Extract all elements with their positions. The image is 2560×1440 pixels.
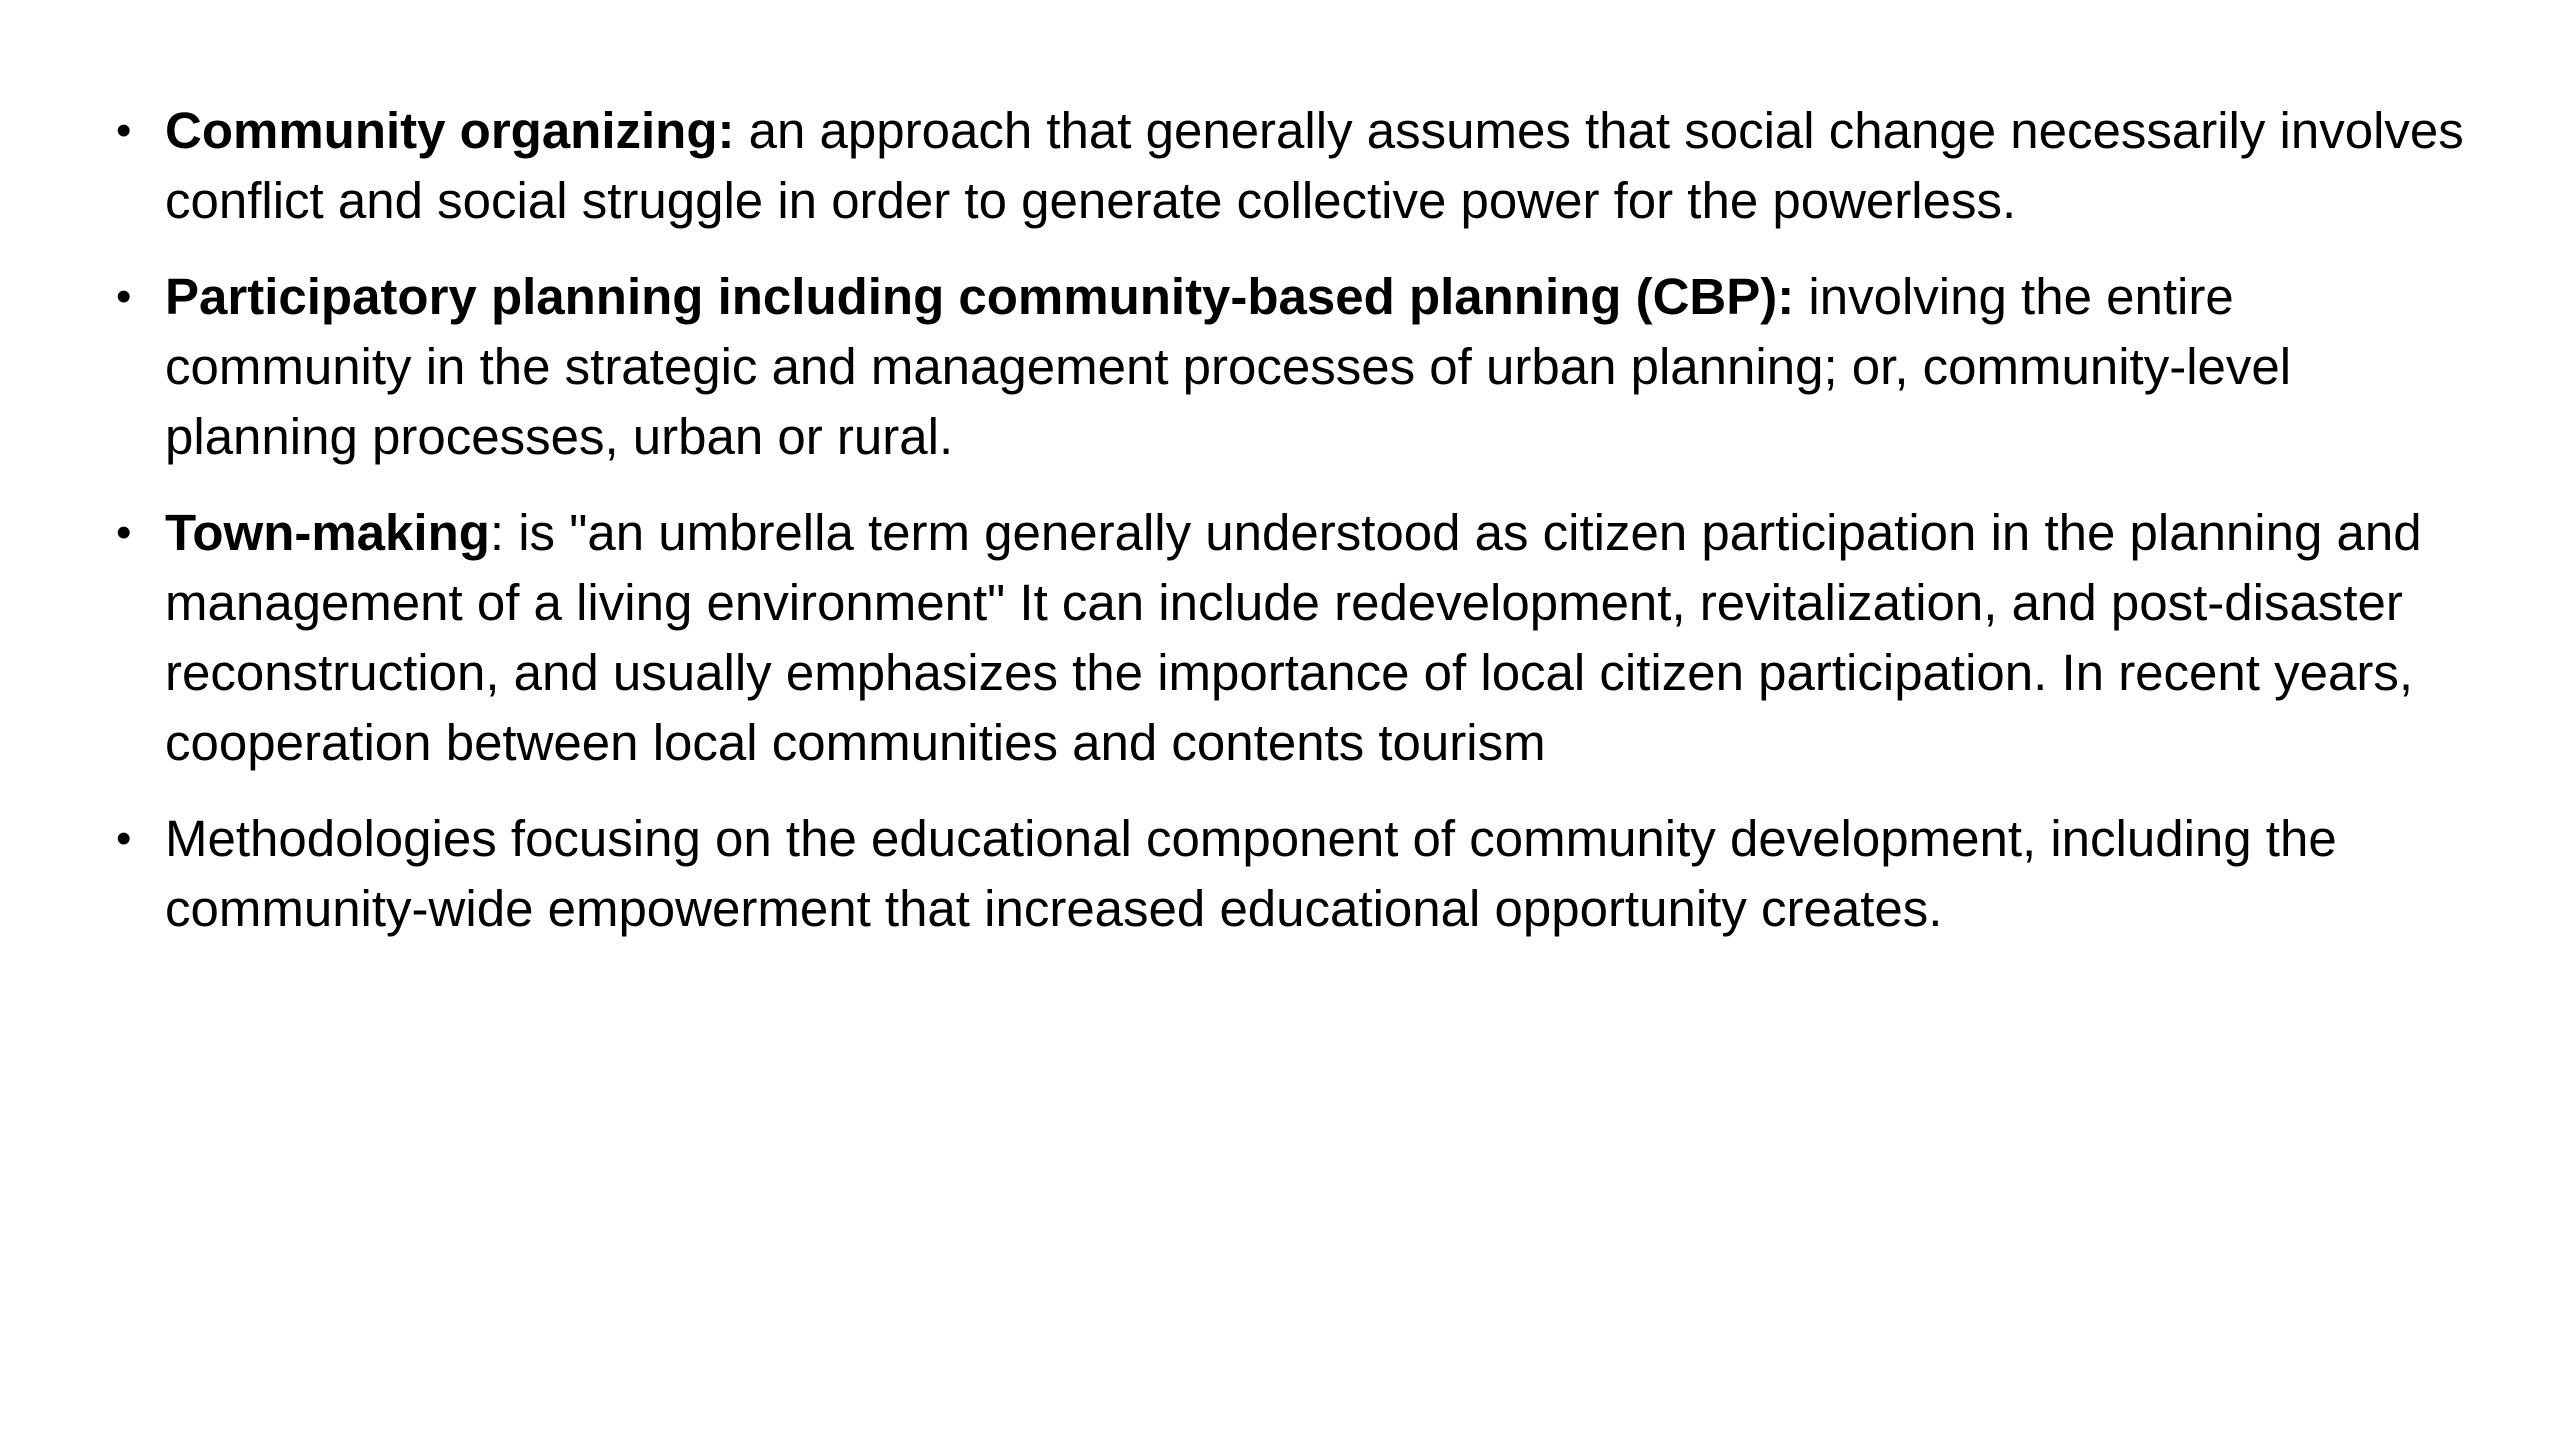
bullet-term: Town-making bbox=[165, 504, 490, 561]
bullet-text: : is "an umbrella term generally understood as citizen participation in the planning and management of a living environment" It can include redevelopment, revitalization, and post-disaster reconstruction, and usually emphasizes the importance of local citizen participation. In recent years, cooperation between local communities and contents tourism bbox=[165, 504, 2422, 771]
bullet-marker: • bbox=[116, 272, 132, 321]
bullet-text: an approach that generally assumes that social change necessarily involves conflict and social struggle in order to generate collective power for the powerless. bbox=[165, 102, 2464, 229]
bullet-item-methodologies bbox=[110, 804, 2490, 944]
bullet-item-town-making bbox=[110, 498, 2490, 778]
bullet-item-participatory-planning bbox=[110, 262, 2490, 472]
bullet-marker: • bbox=[116, 106, 132, 155]
bullet-text: involving the entire community in the strategic and management processes of urban planning; or, community-level planning processes, urban or rural. bbox=[165, 268, 2292, 465]
bullet-marker: • bbox=[116, 508, 132, 557]
bullet-marker: • bbox=[116, 814, 132, 863]
bullet-item-community-organizing bbox=[110, 96, 2490, 236]
bullet-list bbox=[110, 96, 2490, 970]
bullet-term: Community organizing: bbox=[165, 102, 735, 159]
bullet-text: Methodologies focusing on the educational component of community development, including the community-wide empowerment that increased educational opportunity creates. bbox=[165, 810, 2337, 937]
bullet-term: Participatory planning including community-based planning (CBP): bbox=[165, 268, 1795, 325]
